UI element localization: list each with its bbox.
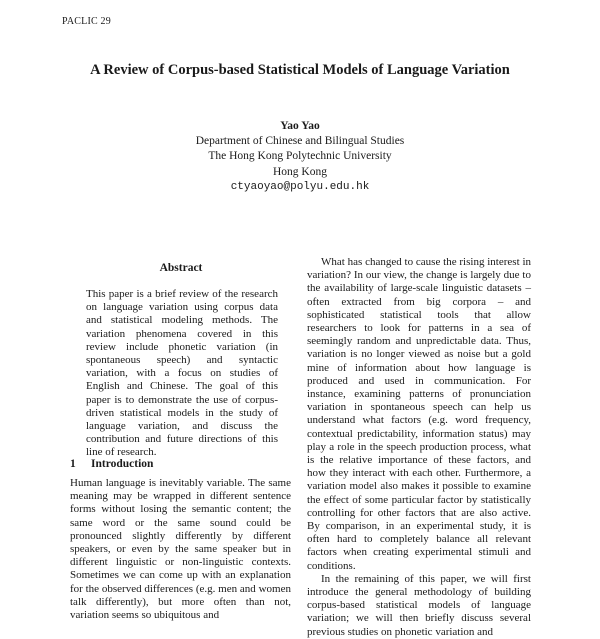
section-title: Introduction	[91, 458, 154, 470]
section-heading	[70, 458, 153, 470]
right-column	[307, 256, 531, 639]
abstract-heading: Abstract	[159, 262, 203, 274]
author-block	[0, 119, 600, 195]
section-number: 1	[70, 458, 76, 470]
running-header: PACLIC 29	[62, 16, 111, 27]
affiliation-line: The Hong Kong Polytechnic University	[208, 150, 392, 163]
abstract-body	[86, 288, 278, 460]
author-name: Yao Yao	[280, 120, 320, 132]
paragraph: In the remaining of this paper, we will first introduce the general methodology of building corpus-based statistical models of language variation; we will then briefly discuss several previous studies on phonetic variation and	[307, 572, 531, 638]
affiliation-line: Hong Kong	[273, 165, 327, 178]
introduction-text: Human language is inevitably variable. The same meaning may be wrapped in different sentence forms without losing the semantic content; the same word or the same sound could be pronounced slightly differently by different speakers, or even by the same speaker but in different linguistic or non-linguistic contexts. Sometimes we can come up with an explanation for the observed differences (e.g. men and women talk differently), but more often than not, variation seems so ubiquitous and	[70, 477, 291, 622]
abstract-text: This paper is a brief review of the research on language variation using corpus data and statistical modeling methods. The variation phenomena covered in this review include phonetic variation (in spontaneous speech) and syntactic variation, with a focus on studies of English and Chinese. The goal of this paper is to demonstrate the use of corpus-driven statistical models in the study of language variation, and discuss the contribution and future directions of this line of research.	[86, 288, 278, 459]
affiliation-line: Department of Chinese and Bilingual Studies	[195, 135, 405, 148]
introduction-body	[70, 477, 291, 622]
paper-title: A Review of Corpus-based Statistical Models of Language Variation	[90, 62, 510, 78]
author-email: ctyaoyao@polyu.edu.hk	[230, 180, 370, 193]
paragraph: What has changed to cause the rising interest in variation? In our view, the change is largely due to the availability of large-scale linguistic datasets – often extracted from big corpora – and sophisticated statistical tools that allow researchers to look for patterns in a sea of seemingly random and unpredictable data. Thus, variation is no longer viewed as noise but a gold mine of information about how language is produced and used in communication. For instance, examining patterns of pronunciation variation in spontaneous speech can help us understand what factors (e.g. word frequency, contextual predictability, information status) may play a role in the speech production process, what is the relative importance of these factors, and how they interact with each other. Furthermore, a variation model also makes it possible to examine the effect of some particular factor by statistically controlling for other factors that are also active. By comparison, in an experimental study, it is often hard to completely balance all relevant factors when creating experimental stimuli and conditions.	[307, 256, 531, 572]
